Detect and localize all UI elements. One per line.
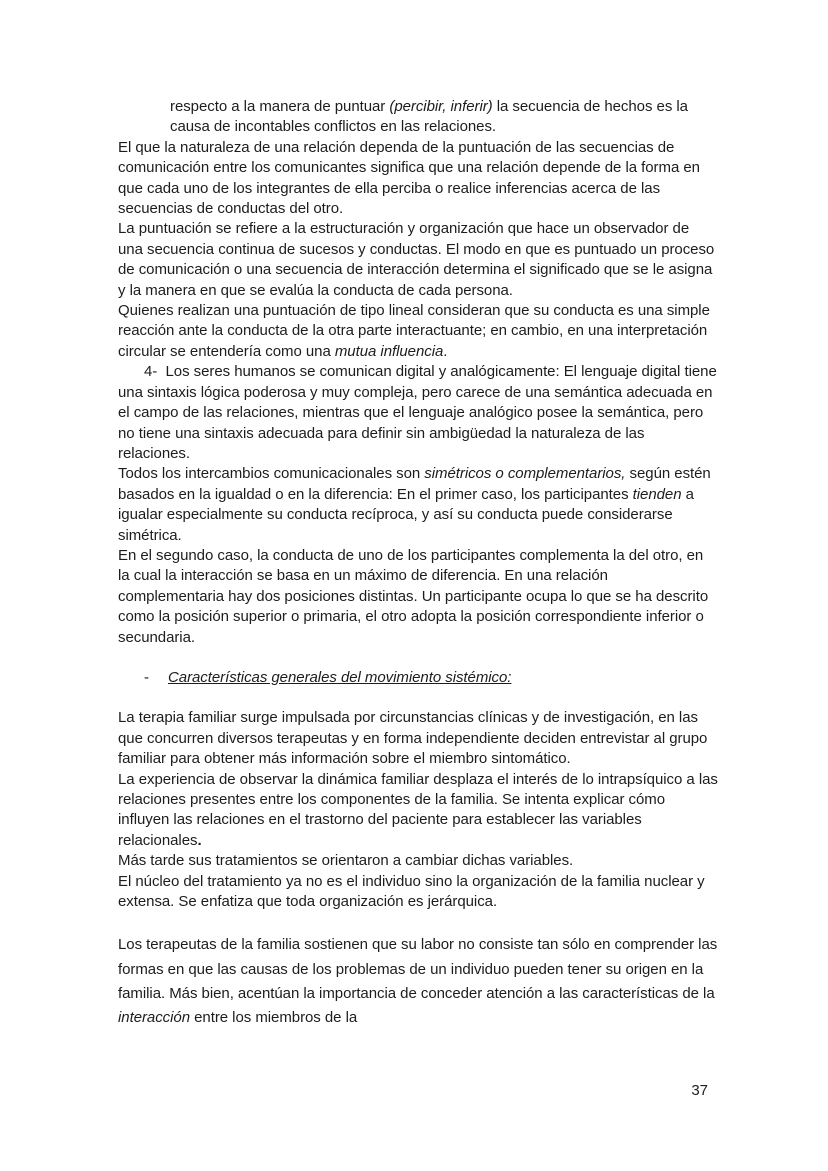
- document-page: [118, 97, 718, 1030]
- paragraph-experiencia: [118, 770, 718, 852]
- intro-text-em: (percibir, inferir): [389, 98, 493, 115]
- paragraph-segundo: En el segundo caso, la conducta de uno de los participantes complementa la del otro, en la cual la interacción se basa en un máximo de diferencia. En una relación complementaria hay dos posiciones distintas. Un participante ocupa lo que se ha descrito como la posición superior o primaria, el otro adopta la posición correspondiente inferior o secundaria.: [118, 546, 709, 646]
- paragraph-nucleo: El núcleo del tratamiento ya no es el individuo sino la organización de la familia nuclear y extensa. Se enfatiza que toda organización es jerárquica.: [118, 872, 705, 911]
- intro-paragraph: [170, 97, 718, 138]
- terapeutas-em: interacción: [118, 1009, 190, 1027]
- intercambios-text-c: a igualar especialmente su conducta recíproca, y así su conducta puede considerarse simétrica.: [118, 485, 694, 544]
- lineal-em: mutua influencia: [334, 342, 444, 360]
- experiencia-bold-end: .: [197, 831, 202, 849]
- intro-text-b: la secuencia de hechos es la causa de incontables conflictos en las relaciones.: [170, 98, 688, 136]
- paragraph-terapia: La terapia familiar surge impulsada por circunstancias clínicas y de investigación, en las que concurren diversos terapeutas y en forma independiente deciden entrevistar al grupo familiar para obtener más información sobre el miembro sintomático.: [118, 709, 708, 768]
- section-heading: [118, 668, 718, 688]
- intercambios-em2: tienden: [632, 485, 682, 503]
- intercambios-em1: simétricos o complementarios,: [424, 465, 626, 483]
- paragraph-lineal: [118, 301, 718, 362]
- terapeutas-text-b: entre los miembros de la: [190, 1009, 358, 1027]
- experiencia-text: La experiencia de observar la dinámica familiar desplaza el interés de lo intrapsíquico a las relaciones presentes entre los componentes de la familia. Se intenta explicar cómo influyen las relaciones en el trastorno del paciente para establecer las variables relacionales: [118, 770, 718, 849]
- intro-text-a: respecto a la manera de puntuar: [170, 98, 390, 115]
- intercambios-text-b: según estén basados en la igualdad o en la diferencia: En el primer caso, los participantes: [118, 465, 711, 503]
- paragraph-naturaleza: El que la naturaleza de una relación dependa de la puntuación de las secuencias de comunicación entre los comunicantes significa que una relación depende de la forma en que cada uno de los integrantes de ella perciba o realice inferencias acerca de las secuencias de conductas del otro.: [118, 138, 700, 218]
- paragraph-tarde: Más tarde sus tratamientos se orientaron a cambiar dichas variables.: [118, 852, 574, 870]
- page-number: 37: [691, 1082, 708, 1099]
- list-item-4: [118, 362, 718, 464]
- paragraph-puntuacion: La puntuación se refiere a la estructuración y organización que hace un observador de una secuencia continua de sucesos y conductas. El modo en que es puntuado un proceso de comunicación o una secuencia de interacción determina el significado que se le asigna y la manera en que se evalúa la conducta de cada persona.: [118, 220, 715, 299]
- paragraph-intercambios: [118, 464, 718, 546]
- lineal-text: Quienes realizan una puntuación de tipo lineal consideran que su conducta es una simple reacción ante la conducta de la otra parte interactuante; en cambio, en una interpretación circular se entendería como una: [118, 302, 710, 360]
- section-title: Características generales del movimiento sistémico:: [168, 668, 512, 686]
- intercambios-text-a: Todos los intercambios comunicacionales son: [118, 465, 425, 483]
- bullet-dash: -: [144, 668, 149, 686]
- terapeutas-text-a: Los terapeutas de la familia sostienen que su labor no consiste tan sólo en comprender las formas en que las causas de los problemas de un individuo pueden tener su origen en la familia. Más bien, acentúan la importancia de conceder atención a las características de la: [118, 936, 718, 1002]
- lineal-end: .: [443, 342, 448, 360]
- paragraph-terapeutas: [118, 933, 718, 1030]
- list-item-number: 4-: [144, 363, 158, 381]
- list-item-text: Los seres humanos se comunican digital y analógicamente: El lenguaje digital tiene una sintaxis lógica poderosa y muy compleja, pero carece de una semántica adecuada en el campo de las relaciones, mientras que el lenguaje analógico posee la semántica, pero no tiene una sintaxis adecuada para definir sin ambigüedad la naturaleza de las relaciones.: [118, 363, 717, 462]
